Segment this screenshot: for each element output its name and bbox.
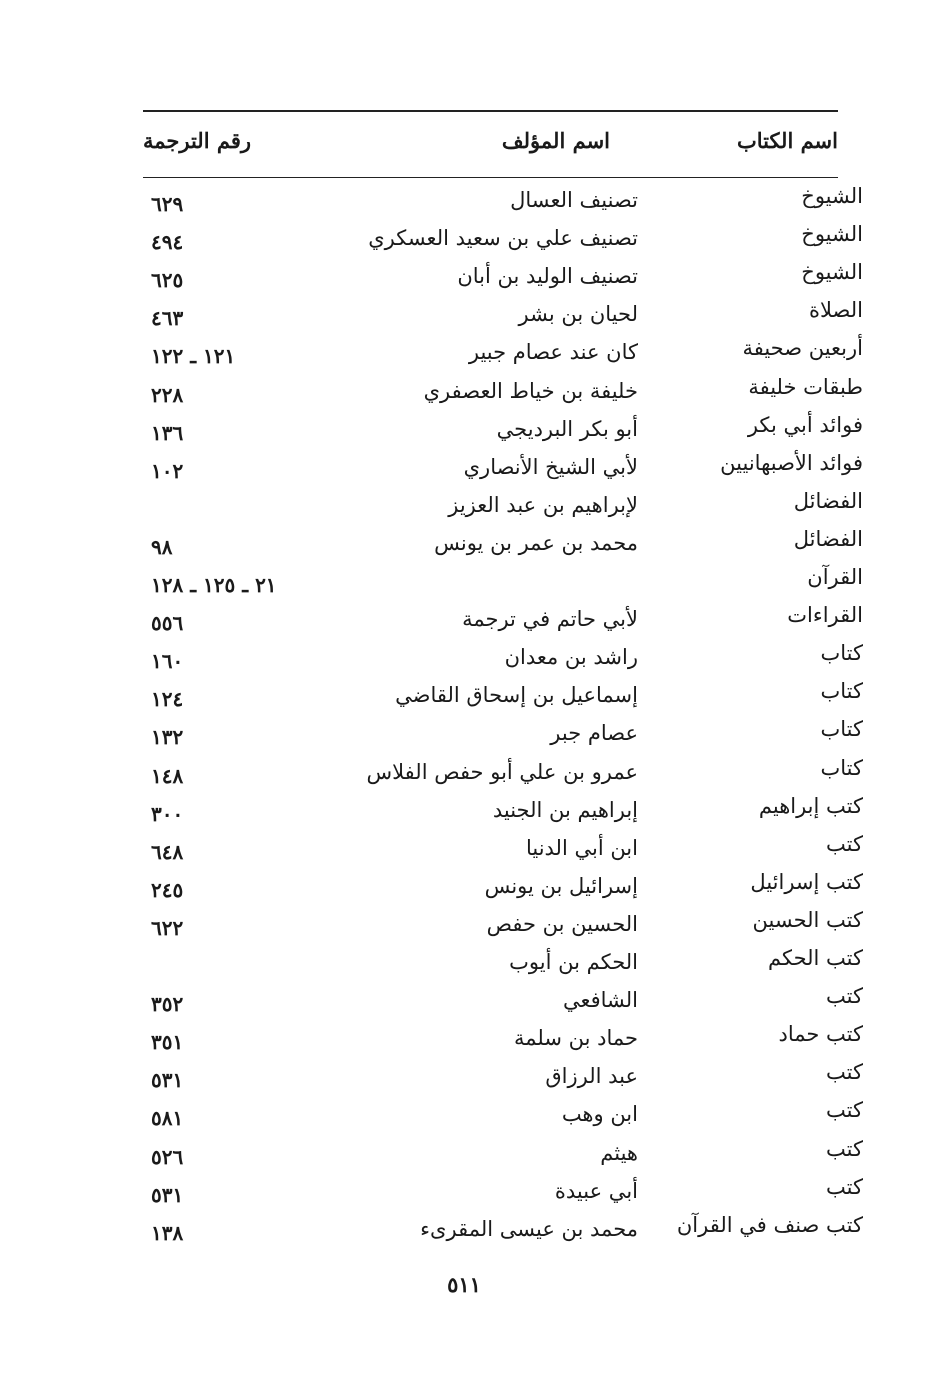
book-title-cell: الصلاة [809,298,863,323]
entry-number-cell: ٥٥٦ [151,611,184,636]
book-title-cell: كتب [826,1136,863,1161]
author-cell: ابن وهب [561,1102,638,1127]
table-row [143,1056,863,1094]
author-cell: ابن أبي الدنيا [525,835,638,860]
author-cell: تصنيف علي بن سعيد العسكري [368,226,638,251]
author-cell: الشافعي [562,988,638,1013]
entry-number-cell: ١٢٤ [151,687,184,712]
entry-number-cell: ١٠٢ [151,458,184,483]
author-cell: راشد بن معدان [504,645,638,670]
table-row [143,409,863,447]
table-row [143,866,863,904]
book-title-cell: القراءات [787,603,863,628]
table-row [143,332,863,370]
author-cell: تصنيف الوليد بن أبان [457,264,638,289]
book-title-cell: كتب الحسين [752,907,863,932]
table-row [143,218,863,256]
table-row [143,790,863,828]
author-cell: أبي عبيدة [554,1178,638,1203]
author-cell: الحكم بن أيوب [509,950,638,974]
entry-number-cell: ٣٥١ [151,1030,184,1055]
author-cell: إبراهيم بن الجنيد [492,797,638,822]
table-row [143,752,863,790]
table-row [143,447,863,485]
table-row [143,904,863,942]
entry-number-cell: ٥٨١ [151,1106,184,1131]
entry-number-cell: ١٣٨ [151,1220,184,1245]
table-row [143,523,863,561]
table-row [143,1018,863,1056]
table-row [143,180,863,218]
table-row [143,980,863,1018]
book-title-cell: كتب حماد [778,1022,863,1047]
table-row [143,1209,863,1247]
book-title-cell: فوائد الأصبهانيين [720,450,863,475]
entry-number-cell: ٦٢٢ [151,915,184,940]
entry-number-cell: ٩٨ [151,534,173,559]
book-title-cell: كتاب [820,679,863,704]
author-cell: عبد الرزاق [545,1064,638,1089]
author-cell: كان عند عصام جبير [468,340,638,365]
book-title-cell: كتاب [820,755,863,780]
author-cell: تصنيف العسال [510,188,638,212]
book-title-cell: كتب [826,1174,863,1199]
entry-number-cell: ٤٩٤ [151,230,184,255]
author-cell: هيثم [600,1140,638,1165]
table-row [143,485,863,523]
author-cell: محمد بن عيسى المقرىء [420,1216,638,1241]
book-title-cell: الشيوخ [801,222,863,247]
table-row [143,1171,863,1209]
table-row [143,599,863,637]
entry-number-cell: ٢٢٨ [151,382,184,407]
table-row [143,942,863,980]
table-body [143,176,863,1246]
entry-number-cell: ٣٥٢ [151,992,184,1017]
book-title-cell: القرآن [807,565,863,589]
author-cell: لإبراهيم بن عبد العزيز [448,492,638,517]
author-cell: لأبي حاتم في ترجمة [462,607,638,632]
entry-number-cell: ٣٠٠ [151,801,184,826]
header-entry-number: رقم الترجمة [143,128,252,153]
book-title-cell: كتاب [820,641,863,666]
book-title-cell: أربعين صحيفة [742,336,863,361]
entry-number-cell: ٦٢٥ [151,268,184,293]
book-title-cell: الفضائل [793,526,863,551]
table-row [143,1133,863,1171]
top-rule [143,110,838,112]
page-number: ٥١١ [447,1272,481,1297]
entry-number-cell: ٥٣١ [151,1068,184,1093]
entry-number-cell: ٦٢٩ [151,192,184,216]
table-row [143,713,863,751]
entry-number-cell: ٢١ ـ ١٢٥ ـ ١٢٨ [151,573,277,597]
author-cell: إسماعيل بن إسحاق القاضي [395,683,638,708]
book-title-cell: الشيوخ [801,260,863,285]
table-row [143,828,863,866]
book-title-cell: كتب [826,984,863,1009]
author-cell: عمرو بن علي أبو حفص الفلاس [366,759,638,784]
table-row [143,256,863,294]
author-cell: حماد بن سلمة [513,1026,638,1051]
book-title-cell: الشيوخ [801,184,863,208]
table-row [143,1094,863,1132]
author-cell: لحيان بن بشر [518,302,638,327]
entry-number-cell: ١٣٦ [151,420,184,445]
entry-number-cell: ٥٣١ [151,1182,184,1207]
table-row [143,637,863,675]
author-cell: خليفة بن خياط العصفري [423,378,638,403]
book-title-cell: طبقات خليفة [748,374,863,399]
book-title-cell: فوائد أبي بكر [747,412,863,437]
entry-number-cell: ٤٦٣ [151,306,184,331]
entry-number-cell: ٦٤٨ [151,839,184,864]
entry-number-cell: ٢٤٥ [151,877,184,902]
book-title-cell: الفضائل [793,488,863,513]
author-cell: عصام جبر [550,721,638,746]
book-title-cell: كتب [826,1098,863,1123]
table-header [143,124,838,164]
book-title-cell: كتب إسرائيل [750,869,863,894]
table-row [143,561,863,599]
book-title-cell: كتب الحكم [768,946,863,970]
book-title-cell: كتب صنف في القرآن [676,1212,863,1237]
author-cell: محمد بن عمر بن يونس [434,530,638,555]
author-cell: أبو بكر البرديجي [496,416,638,441]
entry-number-cell: ١٢١ ـ ١٢٢ [151,344,236,369]
author-cell: لأبي الشيخ الأنصاري [463,454,638,479]
entry-number-cell: ١٤٨ [151,763,184,788]
table-row [143,371,863,409]
author-cell: الحسين بن حفص [486,911,638,936]
table-row [143,294,863,332]
table-row [143,675,863,713]
entry-number-cell: ٥٢٦ [151,1144,184,1169]
header-book-title: اسم الكتاب [736,128,838,153]
entry-number-cell: ١٦٠ [151,649,184,674]
book-title-cell: كتب [826,1060,863,1085]
author-cell: إسرائيل بن يونس [484,873,638,898]
header-author: اسم المؤلف [501,128,610,153]
book-title-cell: كتب إبراهيم [758,793,863,818]
book-title-cell: كتاب [820,717,863,742]
book-title-cell: كتب [826,831,863,856]
entry-number-cell: ١٣٢ [151,725,184,750]
